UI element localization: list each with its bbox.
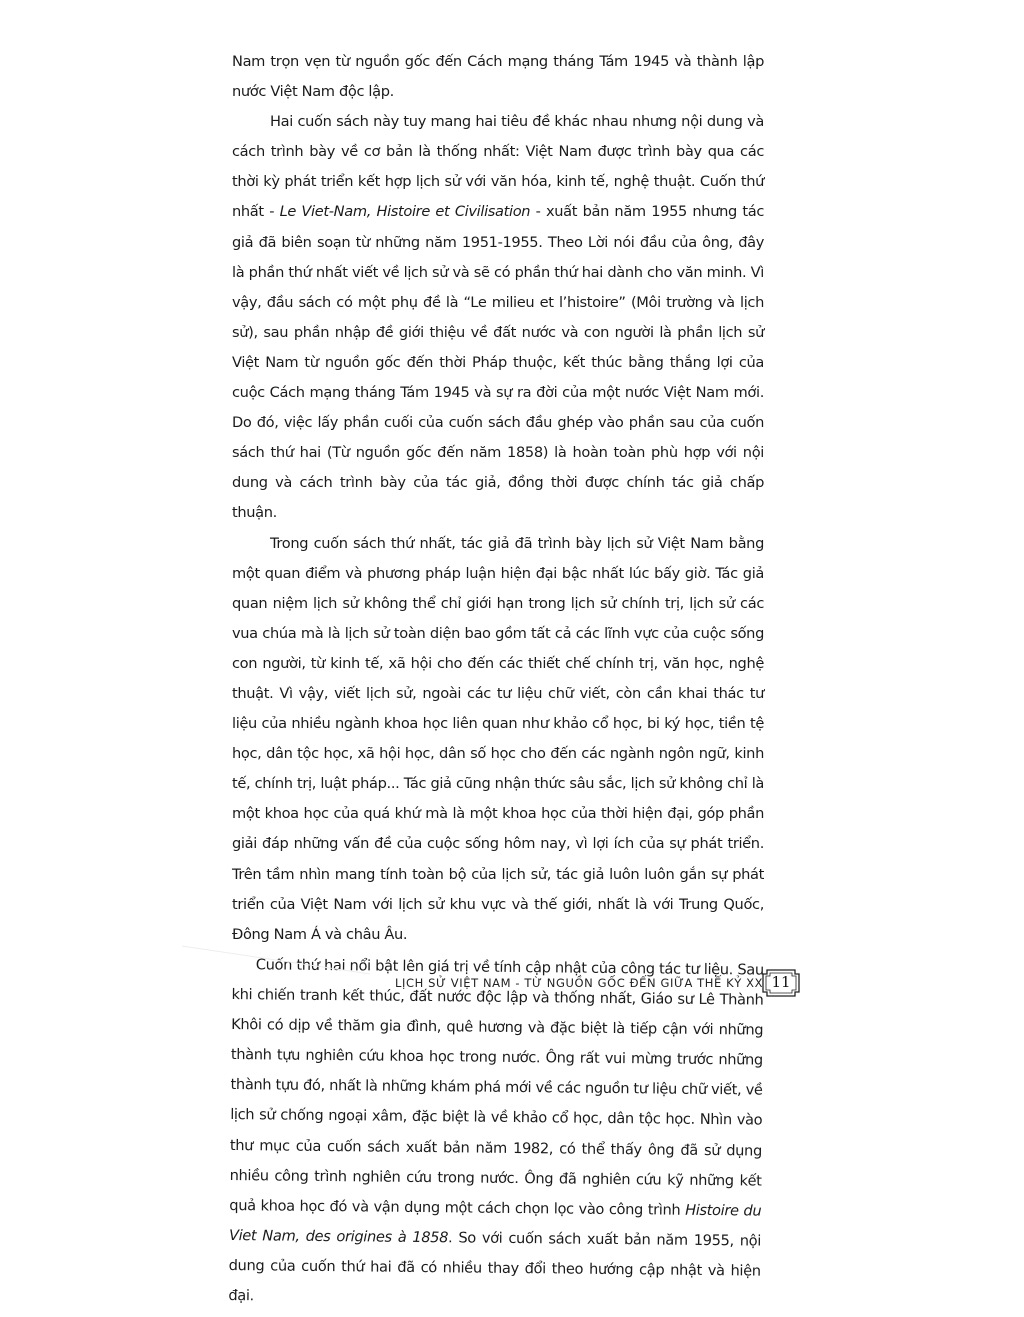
italic-title-text: Le Viet-Nam, Histoire et Civilisation <box>279 203 531 221</box>
paragraph-2 <box>232 107 764 528</box>
page-number-frame <box>761 968 801 998</box>
paragraph-text: . So với cuốn sách xuất bản năm 1955, nội dung của cuốn thứ hai đã có nhiều thay đổi theo hướng cập nhật và hiện đại. <box>228 1228 762 1305</box>
running-title: LỊCH SỬ VIỆT NAM - TỪ NGUỒN GỐC ĐẾN GIỮA THẾ KỶ XX <box>395 976 764 990</box>
italic-title-text: Histoire du Viet Nam, des origines à 1858 <box>228 1201 762 1246</box>
paragraph-3 <box>232 529 764 950</box>
paragraph-text: - xuất bản năm 1955 nhưng tác giả đã biên soạn từ những năm 1951-1955. Theo Lời nói đầu của ông, đây là phần thứ nhất viết về lịch sử và sẽ có phần thứ hai dành cho văn minh. Vì vậy, đầu sách có một phụ đề là “Le milieu et l’histoire” (Môi trường và lịch sử), sau phần nhập đề giới thiệu về đất nước và con người là phần lịch sử Việt Nam từ nguồn gốc đến thời Pháp thuộc, kết thúc bằng thắng lợi của cuộc Cách mạng tháng Tám 1945 và sự ra đời của một nước Việt Nam mới. Do đó, việc lấy phần cuối của cuốn sách đầu ghép vào phần sau của cuốn sách thứ hai (Từ nguồn gốc đến năm 1858) là hoàn toàn phù hợp với nội dung và cách trình bày của tác giả, đồng thời được chính tác giả chấp thuận. <box>232 203 764 522</box>
paragraph-text: Cuốn thứ hai nổi bật lên giá trị về tính cập nhật của công tác tư liệu. Sau khi chiến tranh kết thúc, đất nước độc lập và thống nhất, Giáo sư Lê Thành Khôi có dịp về thăm gia đình, quê hương và đặc biệt là tiếp cận với những thành tựu nghiên cứu khoa học trong nước. Ông rất vui mừng trước những thành tựu đó, nhất là những khám phá mới về các nguồn tư liệu chữ viết, về lịch sử chống ngoại xâm, đặc biệt là về khảo cổ học, dân tộc học. Nhìn vào thư mục của cuốn sách xuất bản năm 1982, có thể thấy ông đã sử dụng nhiều công trình nghiên cứu trong nước. Ông đã nghiên cứu kỹ những kết quả khoa học đó và vận dụng một cách chọn lọc vào công trình <box>229 956 764 1219</box>
paragraph-4 <box>228 950 764 1317</box>
body-text <box>228 47 764 1311</box>
paragraph-text: Trong cuốn sách thứ nhất, tác giả đã trình bày lịch sử Việt Nam bằng một quan điểm và phương pháp luận hiện đại bậc nhất lúc bấy giờ. Tác giả quan niệm lịch sử không thể chỉ giới hạn trong lịch sử chính trị, lịch sử các vua chúa mà là lịch sử toàn diện bao gồm tất cả các lĩnh vực của cuộc sống con người, từ kinh tế, xã hội cho đến các thiết chế chính trị, văn học, nghệ thuật. Vì vậy, viết lịch sử, ngoài các tư liệu chữ viết, còn cần khai thác tư liệu của nhiều ngành khoa học liên quan như khảo cổ học, bi ký học, tiền tệ học, dân tộc học, xã hội học, dân số học cho đến các ngành ngôn ngữ, kinh tế, chính trị, luật pháp... Tác giả cũng nhận thức sâu sắc, lịch sử không chỉ là một khoa học của quá khứ mà là một khoa học của thời hiện đại, góp phần giải đáp những vấn đề của cuộc sống hôm nay, vì lợi ích của sự phát triển. Trên tầm nhìn mang tính toàn bộ của lịch sử, tác giả luôn luôn gắn sự phát triển của Việt Nam với lịch sử khu vực và thế giới, nhất là với Trung Quốc, Đông Nam Á và châu Âu. <box>232 534 764 943</box>
paragraph-text: Nam trọn vẹn từ nguồn gốc đến Cách mạng tháng Tám 1945 và thành lập nước Việt Nam độc lập. <box>232 53 764 101</box>
page-number: 11 <box>771 973 791 991</box>
page-curl-shadow <box>180 938 380 978</box>
paragraph-1 <box>232 47 764 107</box>
paragraph-text: Hai cuốn sách này tuy mang hai tiêu đề khác nhau nhưng nội dung và cách trình bày về cơ bản là thống nhất: Việt Nam được trình bày qua các thời kỳ phát triển kết hợp lịch sử với văn hóa, kinh tế, nghệ thuật. Cuốn thứ nhất - <box>232 113 764 221</box>
page-footer <box>395 968 815 1002</box>
